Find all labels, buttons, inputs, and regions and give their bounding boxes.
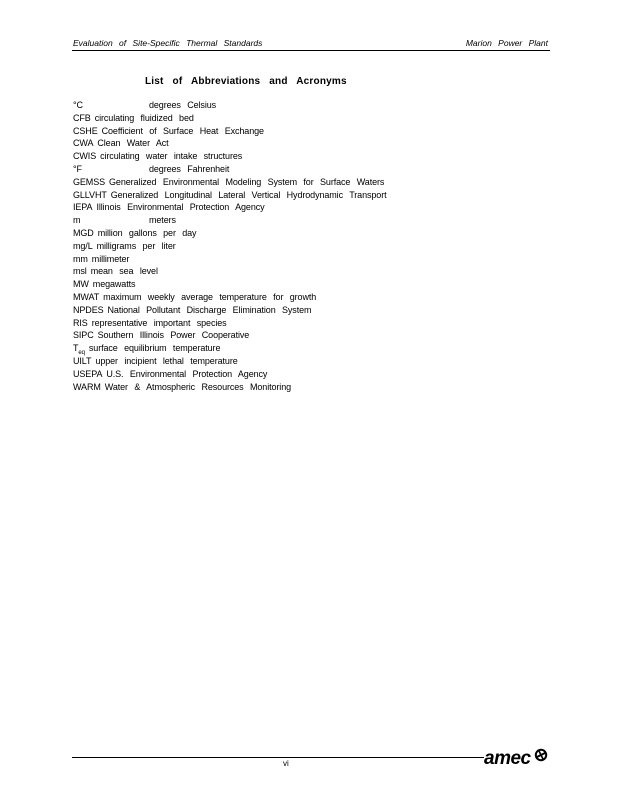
page-number: vi xyxy=(283,759,289,768)
abbreviation-entry xyxy=(73,112,387,125)
abbreviation-entry xyxy=(73,253,387,266)
abbreviation-definition: maximum weekly average temperature for growth xyxy=(103,291,317,302)
abbreviation-definition: upper incipient lethal temperature xyxy=(95,355,238,366)
page-title: List of Abbreviations and Acronyms xyxy=(145,76,347,87)
abbreviation-text: RIS xyxy=(73,317,88,328)
abbreviation-term xyxy=(73,265,87,278)
abbreviation-definition: circulating fluidized bed xyxy=(94,112,194,123)
abbreviation-text: CWA xyxy=(73,138,94,149)
abbreviation-entry xyxy=(73,381,387,394)
abbreviation-text: °F xyxy=(73,163,82,174)
abbreviation-definition: million gallons per day xyxy=(97,227,197,238)
abbreviation-text: msl xyxy=(73,266,87,277)
abbreviation-entry xyxy=(73,240,387,253)
amec-logo xyxy=(484,746,548,772)
abbreviation-term xyxy=(73,176,105,189)
abbreviation-definition: National Pollutant Discharge Elimination System xyxy=(107,304,312,315)
abbreviation-text: GEMSS xyxy=(73,176,106,187)
abbreviation-subscript: eq xyxy=(78,349,85,356)
abbreviation-entry xyxy=(73,176,387,189)
abbreviation-term xyxy=(73,240,93,253)
abbreviation-text: MWAT xyxy=(73,291,100,302)
abbreviation-definition: Water & Atmospheric Resources Monitoring xyxy=(104,381,292,392)
abbreviation-term xyxy=(73,227,94,240)
abbreviation-entry xyxy=(73,329,387,342)
abbreviation-text: CWIS xyxy=(73,151,97,162)
abbreviation-text: °C xyxy=(73,100,83,110)
abbreviation-definition: mean sea level xyxy=(90,266,158,277)
abbreviation-term xyxy=(73,317,88,330)
abbreviation-definition: millimeter xyxy=(91,253,130,264)
header-rule xyxy=(72,50,550,51)
abbreviation-list xyxy=(73,99,387,393)
abbreviation-text: CFB xyxy=(73,112,91,123)
abbreviation-entry xyxy=(73,99,387,112)
abbreviation-definition: Illinois Environmental Protection Agency xyxy=(96,202,265,213)
abbreviation-entry xyxy=(73,317,387,330)
abbreviation-term xyxy=(73,214,145,227)
abbreviation-entry xyxy=(73,304,387,317)
abbreviation-entry xyxy=(73,125,387,138)
abbreviation-entry xyxy=(73,291,387,304)
abbreviation-term xyxy=(73,278,89,291)
logo-swirl-icon xyxy=(534,748,548,762)
abbreviation-entry xyxy=(73,137,387,150)
abbreviation-text: UILT xyxy=(73,355,92,366)
abbreviation-definition: Coefficient of Surface Heat Exchange xyxy=(101,125,264,136)
abbreviation-term xyxy=(73,381,101,394)
abbreviation-text: CSHE xyxy=(73,125,98,136)
abbreviation-entry xyxy=(73,189,387,202)
abbreviation-term xyxy=(73,163,145,176)
header-document-title: Evaluation of Site-Specific Thermal Standards xyxy=(73,38,263,48)
abbreviation-term xyxy=(73,112,91,125)
abbreviation-term xyxy=(73,99,145,112)
abbreviation-term xyxy=(73,125,98,138)
abbreviation-term xyxy=(73,329,94,342)
abbreviation-text: USEPA xyxy=(73,368,103,379)
abbreviation-entry xyxy=(73,201,387,214)
abbreviation-definition: meters xyxy=(149,215,176,226)
abbreviation-definition: U.S. Environmental Protection Agency xyxy=(106,368,268,379)
abbreviation-entry xyxy=(73,163,387,176)
abbreviation-term xyxy=(73,304,104,317)
abbreviation-term xyxy=(73,150,96,163)
abbreviation-definition: Generalized Longitudinal Lateral Vertical Hydrodynamic Transport xyxy=(110,189,387,200)
abbreviation-definition: degrees Celsius xyxy=(149,100,217,110)
abbreviation-term xyxy=(73,291,99,304)
logo-wordmark: amec xyxy=(484,748,531,769)
abbreviation-text: WARM xyxy=(73,381,101,392)
abbreviation-text: mm xyxy=(73,253,88,264)
header-project-name: Marion Power Plant xyxy=(465,38,548,48)
abbreviation-definition: surface equilibrium temperature xyxy=(88,343,221,354)
abbreviation-entry xyxy=(73,150,387,163)
abbreviation-entry xyxy=(73,368,387,381)
abbreviation-text: GLLVHT xyxy=(73,189,107,200)
abbreviation-text: T xyxy=(73,343,79,354)
abbreviation-entry xyxy=(73,342,387,355)
abbreviation-entry xyxy=(73,214,387,227)
abbreviation-definition: Southern Illinois Power Cooperative xyxy=(97,330,250,341)
abbreviation-definition: milligrams per liter xyxy=(96,240,176,251)
abbreviation-definition: Clean Water Act xyxy=(97,138,169,149)
abbreviation-definition: representative important species xyxy=(91,317,227,328)
abbreviation-definition: Generalized Environmental Modeling System for Surface Waters xyxy=(109,176,385,187)
abbreviation-definition: megawatts xyxy=(92,279,136,290)
abbreviation-entry xyxy=(73,278,387,291)
abbreviation-text: MW xyxy=(73,279,89,290)
abbreviation-entry xyxy=(73,265,387,278)
abbreviation-entry xyxy=(73,355,387,368)
abbreviation-term xyxy=(73,355,91,368)
abbreviation-text: SIPC xyxy=(73,330,94,341)
abbreviation-definition: circulating water intake structures xyxy=(100,151,243,162)
abbreviation-text: mg/L xyxy=(73,240,93,251)
abbreviation-entry xyxy=(73,227,387,240)
abbreviation-term xyxy=(73,201,92,214)
abbreviation-term xyxy=(73,368,102,381)
abbreviation-text: MGD xyxy=(73,227,94,238)
abbreviation-text: IEPA xyxy=(73,202,93,213)
abbreviation-text: m xyxy=(73,215,81,226)
footer-rule xyxy=(72,757,484,758)
abbreviation-term xyxy=(73,189,107,202)
abbreviation-text: NPDES xyxy=(73,304,104,315)
abbreviation-term xyxy=(73,137,93,150)
abbreviation-term xyxy=(73,253,88,266)
abbreviation-definition: degrees Fahrenheit xyxy=(149,163,230,174)
